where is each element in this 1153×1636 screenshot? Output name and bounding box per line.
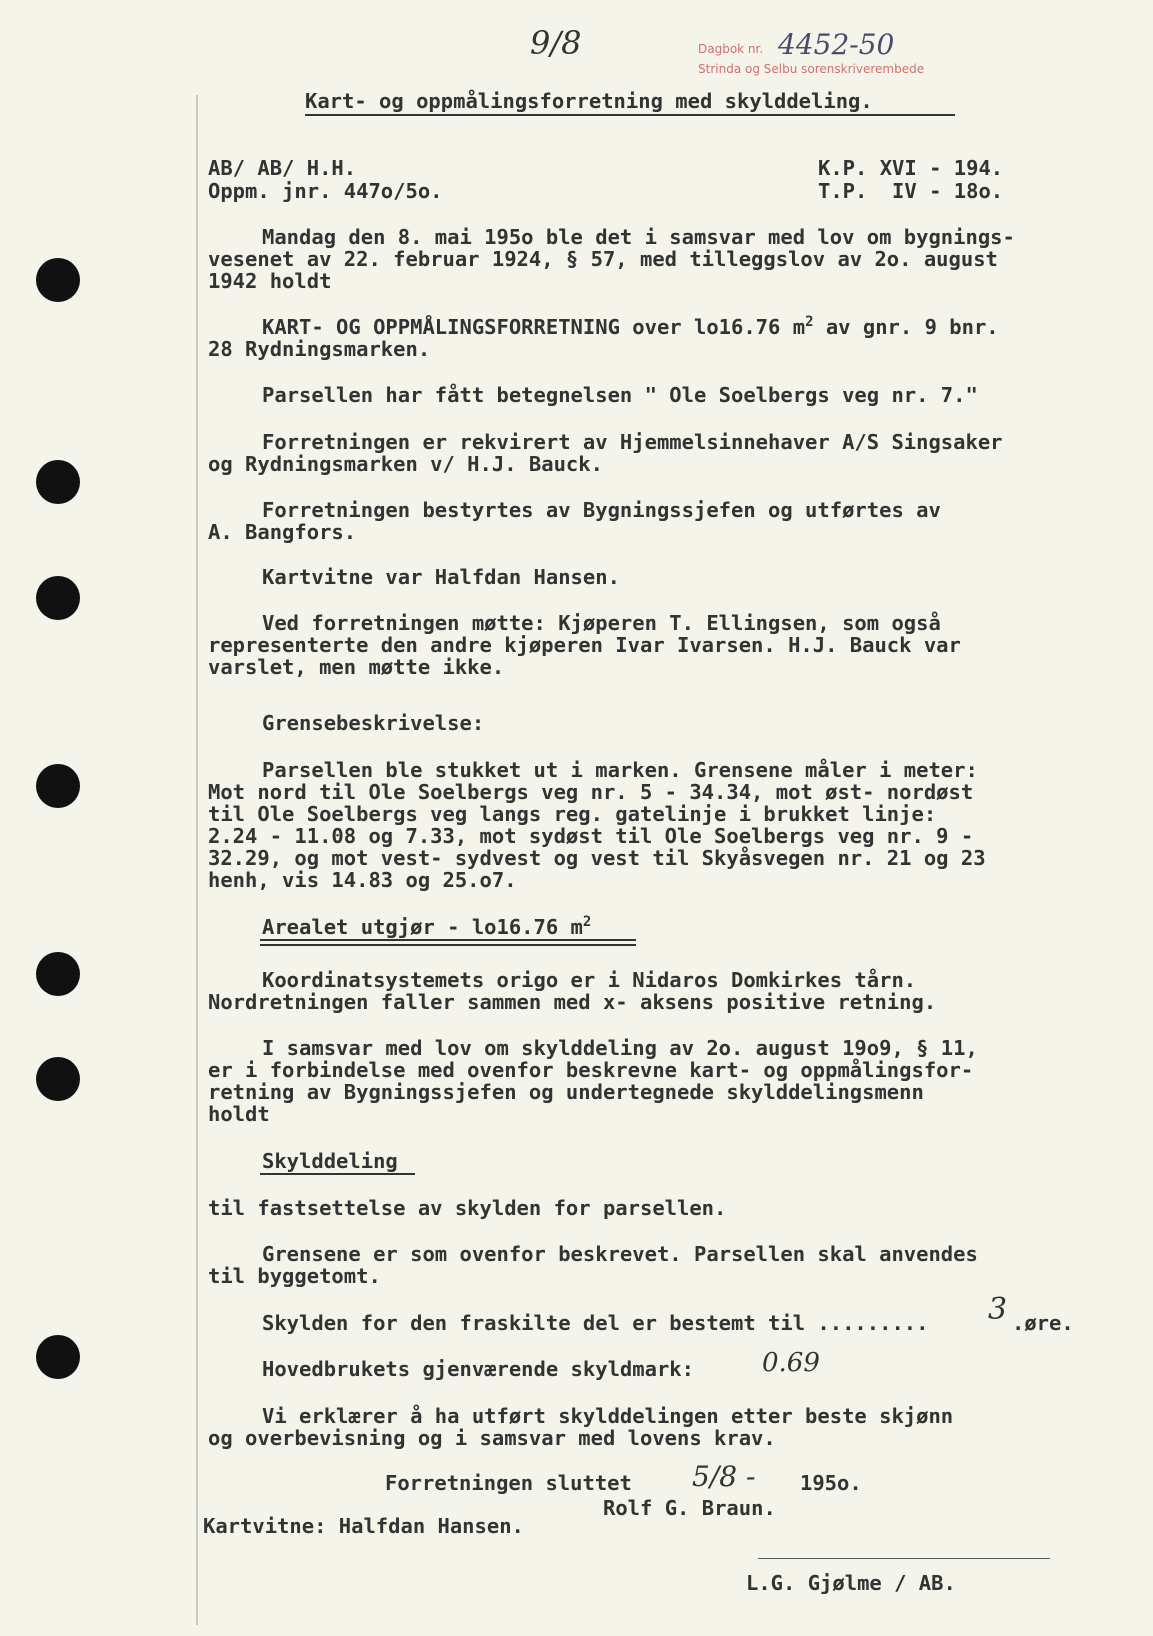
- body-line: [262, 316, 999, 338]
- stamp-line-2: Strinda og Selbu sorenskriverembede: [698, 62, 925, 76]
- body-line: A. Bangfors.: [208, 520, 357, 544]
- body-line: Nordretningen faller sammen med x- aksens positive retning.: [208, 990, 937, 1014]
- body-line: Ved forretningen møtte: Kjøperen T. Ellingsen, som også: [262, 611, 941, 635]
- signer-name: Rolf G. Braun.: [603, 1496, 776, 1520]
- body-line: Mot nord til Ole Soelbergs veg nr. 5 - 34.34, mot øst- nordøst: [208, 780, 974, 804]
- body-line: .øre.: [1012, 1311, 1074, 1335]
- body-line: til fastsettelse av skylden for parsellen.: [208, 1196, 727, 1220]
- handwritten-date-top: 9/8: [530, 24, 582, 62]
- body-line: 32.29, og mot vest- sydvest og vest til Skyåsvegen nr. 21 og 23: [208, 846, 986, 870]
- body-line: I samsvar med lov om skylddeling av 2o. august 19o9, § 11,: [262, 1036, 978, 1060]
- punch-hole: [36, 952, 80, 996]
- kartvitne-text: Kartvitne: Halfdan Hansen.: [203, 1514, 524, 1538]
- signature-line: [758, 1558, 1050, 1559]
- body-line: til byggetomt.: [208, 1264, 381, 1288]
- stamp-line-1: Dagbok nr.: [698, 42, 764, 56]
- punch-hole: [36, 576, 80, 620]
- body-line: 2.24 - 11.08 og 7.33, mot sydøst til Ole Soelbergs veg nr. 9 -: [208, 824, 974, 848]
- handwritten-number: 4452-50: [778, 28, 895, 61]
- body-line: er i forbindelse med ovenfor beskrevne kart- og oppmålingsfor-: [208, 1058, 974, 1082]
- body-line: Hovedbrukets gjenværende skyldmark:: [262, 1357, 694, 1381]
- body-line: Parsellen har fått betegnelsen " Ole Soelbergs veg nr. 7.": [262, 383, 978, 407]
- body-line: til Ole Soelbergs veg langs reg. gatelinje i brukket linje:: [208, 802, 937, 826]
- superscript: 2: [805, 314, 814, 331]
- areal-heading: [262, 916, 591, 938]
- body-line: varslet, men møtte ikke.: [208, 655, 505, 679]
- body-line: Grensene er som ovenfor beskrevet. Parsellen skal anvendes: [262, 1242, 978, 1266]
- skyld-heading: Skylddeling: [262, 1149, 398, 1173]
- header-right-line-1: K.P. XVI - 194.: [818, 156, 1004, 180]
- punch-hole: [36, 258, 80, 302]
- margin-line: [196, 95, 198, 1625]
- punch-hole: [36, 460, 80, 504]
- sluttet-text: Forretningen sluttet: [385, 1471, 632, 1495]
- punch-hole: [36, 1335, 80, 1379]
- final-signature: L.G. Gjølme / AB.: [746, 1571, 956, 1595]
- header-left-line-1: AB/ AB/ H.H.: [208, 156, 357, 180]
- body-line: Vi erklærer å ha utført skylddelingen etter beste skjønn: [262, 1404, 954, 1428]
- body-text: av gnr. 9 bnr.: [813, 315, 999, 339]
- body-line: retning av Bygningssjefen og undertegnede skylddelingsmenn: [208, 1080, 924, 1104]
- body-line: vesenet av 22. februar 1924, § 57, med tilleggslov av 2o. august: [208, 247, 998, 271]
- handwritten-ore: 3: [988, 1292, 1008, 1327]
- body-line: og Rydningsmarken v/ H.J. Bauck.: [208, 452, 603, 476]
- body-line: Forretningen bestyrtes av Bygningssjefen og utførtes av: [262, 498, 941, 522]
- header-left-line-2: Oppm. jnr. 447o/5o.: [208, 179, 443, 203]
- body-line: henh, vis 14.83 og 25.o7.: [208, 868, 517, 892]
- body-line: Parsellen ble stukket ut i marken. Grensene måler i meter:: [262, 758, 978, 782]
- header-right-line-2: T.P. IV - 18o.: [818, 179, 1004, 203]
- document-title: Kart- og oppmålingsforretning med skylddeling.: [305, 89, 873, 113]
- body-line: holdt: [208, 1102, 270, 1126]
- grense-heading: Grensebeskrivelse:: [262, 711, 485, 735]
- body-text: KART- OG OPPMÅLINGSFORRETNING over lo16.76 m: [262, 315, 806, 339]
- areal-underline: [260, 944, 636, 946]
- punch-hole: [36, 1057, 80, 1101]
- superscript: 2: [582, 914, 592, 931]
- body-line: og overbevisning og i samsvar med lovens krav.: [208, 1426, 776, 1450]
- body-line: Forretningen er rekvirert av Hjemmelsinnehaver A/S Singsaker: [262, 430, 1003, 454]
- body-line: representerte den andre kjøperen Ivar Ivarsen. H.J. Bauck var: [208, 633, 961, 657]
- body-line: 28 Rydningsmarken.: [208, 337, 431, 361]
- title-underline: [305, 114, 955, 116]
- year-text: 195o.: [800, 1471, 862, 1495]
- areal-underline: [260, 939, 636, 941]
- body-line: Mandag den 8. mai 195o ble det i samsvar med lov om bygnings-: [262, 225, 1015, 249]
- body-line: 1942 holdt: [208, 269, 332, 293]
- skyld-underline: [260, 1173, 415, 1175]
- handwritten-date-end: 5/8 -: [692, 1460, 756, 1493]
- punch-hole: [36, 764, 80, 808]
- handwritten-skyldmark: 0.69: [762, 1348, 820, 1378]
- body-line: Kartvitne var Halfdan Hansen.: [262, 565, 620, 589]
- body-line: Koordinatsystemets origo er i Nidaros Domkirkes tårn.: [262, 968, 917, 992]
- body-line: Skylden for den fraskilte del er bestemt til .........: [262, 1311, 929, 1335]
- areal-text: Arealet utgjør - lo16.76 m: [262, 915, 583, 939]
